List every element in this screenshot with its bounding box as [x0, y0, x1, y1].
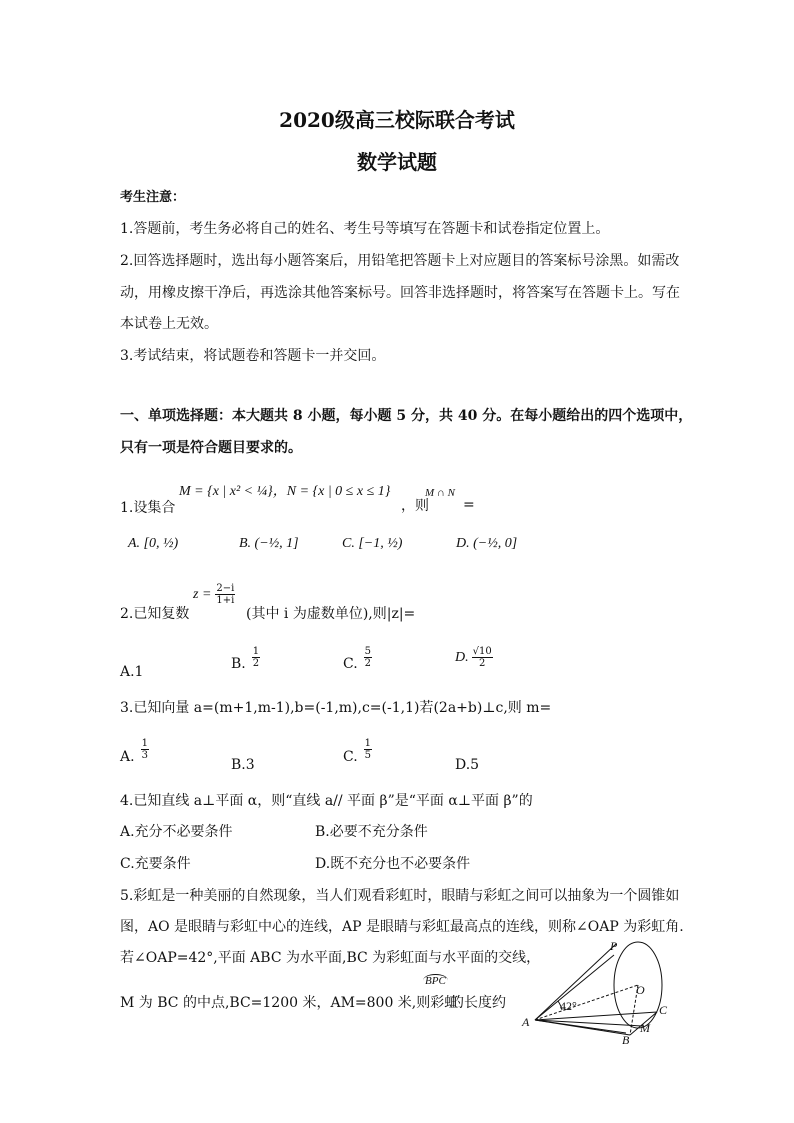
q2-z-numerator: 2−i [216, 583, 235, 594]
q2-option-c-den: 2 [364, 658, 372, 669]
q2-option-d-fraction [472, 646, 493, 669]
q2-option-d-label: D. [455, 649, 469, 665]
q4-option-a: A.充分不必要条件 [120, 824, 233, 840]
q3-option-c-label: C. [343, 749, 358, 765]
q1-expr: M ∩ N [425, 487, 455, 499]
q3-option-a-den: 3 [141, 750, 148, 761]
q1-sets: M = {x | x² < ¼}，N = {x | 0 ≤ x ≤ 1} [179, 484, 391, 499]
notice-item-1: 1.答题前，考生务必将自己的姓名、考生号等填写在答题卡和试卷指定位置上。 [120, 221, 610, 237]
figure-label-p: P [610, 940, 618, 953]
q5-line-2: 图，AO 是眼睛与彩虹中心的连线，AP 是眼睛与彩虹最高点的连线，则称∠OAP 为彩虹角. [120, 919, 684, 935]
q4-text: 4.已知直线 a⊥平面 α，则“直线 a// 平面 β”是“平面 α⊥平面 β”的 [120, 793, 533, 809]
exam-subtitle: 数学试题 [357, 150, 437, 174]
q4-option-c: C.充要条件 [120, 856, 191, 872]
q3-text: 3.已知向量 a=(m+1,m-1),b=(-1,m),c=(-1,1)若(2a+b)⊥c,则 m= [120, 700, 552, 716]
q5-line-3: 若∠OAP=42°,平面 ABC 为水平面,BC 为彩虹面与水平面的交线， [120, 950, 541, 966]
q3-option-c-den: 5 [364, 750, 372, 761]
q1-option-d: D. (−½, 0] [456, 536, 518, 551]
q5-line-4-prefix: M 为 BC 的中点,BC=1200 米，AM=800 米,则彩虹 [120, 995, 459, 1011]
q2-option-b-num: 1 [252, 646, 260, 657]
q1-suffix: = [463, 497, 475, 513]
section-heading-line-2: 只有一项是符合题目要求的。 [120, 440, 302, 456]
q2-option-c [343, 646, 372, 681]
q2-option-b [231, 646, 260, 681]
notice-heading: 考生注意： [120, 190, 186, 205]
notice-item-2-line-2: 动，用橡皮擦干净后，再选涂其他答案标号。回答非选择题时，将答案写在答题卡上。写在 [120, 285, 680, 301]
q3-option-a [120, 738, 149, 775]
segment-ac [535, 1012, 657, 1020]
q3-option-c-num: 1 [364, 738, 372, 749]
figure-label-c: C [659, 1003, 668, 1017]
q2-option-d-den: 2 [478, 658, 486, 669]
notice-item-3: 3.考试结束，将试题卷和答题卡一并交回。 [120, 348, 386, 364]
notice-item-2-line-3: 本试卷上无效。 [120, 316, 218, 332]
q2-option-d-num: √10 [472, 646, 492, 657]
notice-item-2-line-1: 2.回答选择题时，选出每小题答案后，用铅笔把答题卡上对应题目的答案标号涂黑。如需改 [120, 253, 680, 269]
q3-option-c [343, 738, 372, 775]
q3-option-c-fraction [364, 738, 372, 761]
exam-title: 2020级高三校际联合考试 [279, 108, 515, 132]
q2-formula [193, 583, 235, 606]
q2-prefix: 2.已知复数 [120, 606, 190, 622]
q2-z-lhs: z = [193, 586, 212, 602]
q2-option-b-den: 2 [252, 658, 260, 669]
q3-option-a-label: A. [120, 749, 135, 765]
q1-mid: ，则 [401, 498, 429, 514]
q2-option-b-fraction [252, 646, 260, 669]
q2-option-a: A.1 [120, 664, 144, 680]
q3-option-d: D.5 [455, 757, 480, 773]
q5-line-1: 5.彩虹是一种美丽的自然现象，当人们观看彩虹时，眼睛与彩虹之间可以抽象为一个圆锥如 [120, 888, 680, 904]
q3-option-a-num: 1 [141, 738, 148, 749]
q3-option-b: B.3 [231, 757, 255, 773]
section-heading-line-1: 一、单项选择题：本大题共 8 小题，每小题 5 分，共 40 分。在每小题给出的四个选项中， [120, 408, 693, 424]
q2-option-c-num: 5 [364, 646, 372, 657]
q2-z-fraction [215, 583, 235, 606]
figure-label-o: O [636, 983, 645, 997]
q2-z-denominator: 1+i [216, 595, 235, 606]
q1-prefix: 1.设集合 [120, 500, 176, 516]
q1-option-c: C. [−1, ½) [342, 536, 403, 551]
q5-line-4-suffix: 的长度约 [450, 995, 506, 1011]
figure-label-a: A [522, 1015, 530, 1029]
q1-option-b: B. (−½, 1] [239, 536, 299, 551]
q3-option-a-fraction [141, 738, 149, 761]
q4-option-b: B.必要不充分条件 [315, 824, 428, 840]
q2-suffix: (其中 i 为虚数单位),则|z|= [246, 606, 416, 622]
q2-option-c-label: C. [343, 656, 358, 672]
figure-label-b: B [622, 1033, 630, 1045]
q2-option-b-label: B. [231, 656, 246, 672]
q4-option-d: D.既不充分也不必要条件 [315, 856, 471, 872]
figure-label-m: M [640, 1021, 650, 1035]
q5-arc-label: BPC [425, 975, 446, 987]
rainbow-cone-figure [518, 940, 678, 1045]
q1-option-a: A. [0, ½) [128, 536, 179, 551]
q2-option-d [455, 646, 493, 669]
figure-angle-label: 42° [560, 999, 577, 1013]
q2-option-c-fraction [364, 646, 372, 669]
